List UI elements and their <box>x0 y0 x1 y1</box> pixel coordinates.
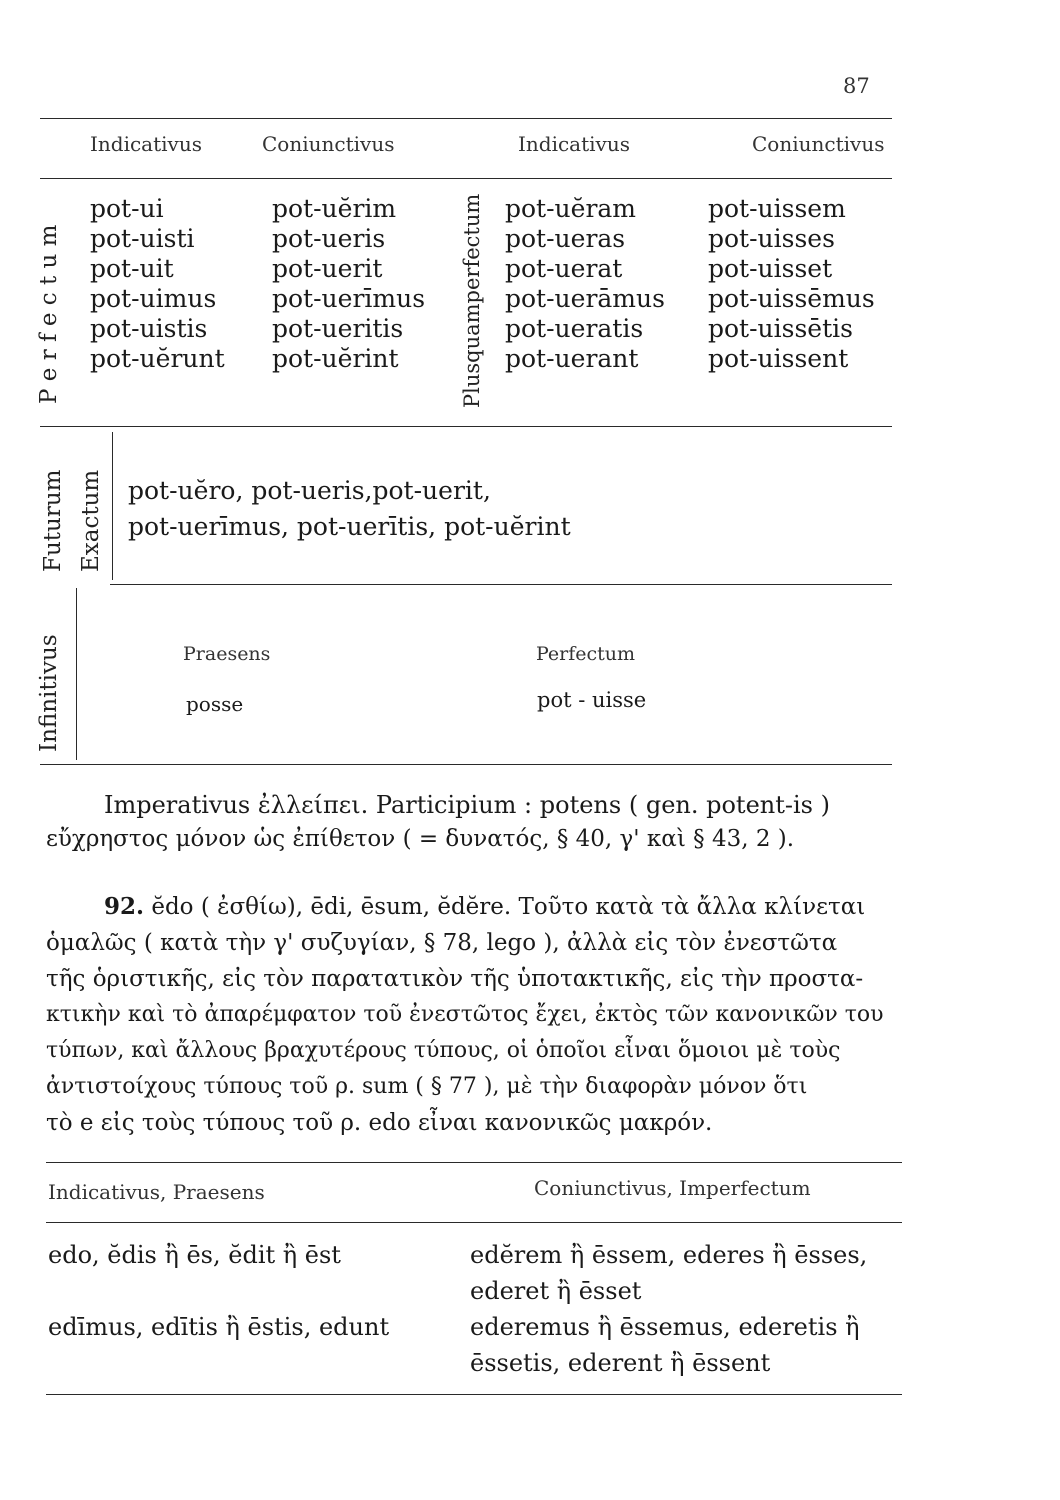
form-cell: pot-uistis <box>90 314 208 343</box>
form-cell: pot-uerāmus <box>505 284 665 313</box>
form-cell: pot-uissētis <box>708 314 853 343</box>
futurum-exactum-line-2: pot-uerīmus, pot-uerītis, pot-uĕrint <box>128 512 571 541</box>
praesens-value: posse <box>186 692 244 716</box>
form-cell: pot-uisset <box>708 254 833 283</box>
perfectum-coniunctivus-column <box>272 194 425 374</box>
form-cell: pot-ueris <box>272 224 386 253</box>
perfectum-infinitive-value: pot - uisse <box>537 688 647 712</box>
form-cell: pot-uisses <box>708 224 835 253</box>
table2-top-rule <box>46 1162 902 1163</box>
header-coniunctivus-1: Coniunctivus <box>262 132 395 156</box>
infinitivus-label: Infinitivus <box>36 634 62 752</box>
perfectum-section-rule <box>40 426 892 427</box>
table1-header-rule <box>40 178 892 179</box>
form-cell: pot-uisti <box>90 224 195 253</box>
form-cell: pot-ueras <box>505 224 626 253</box>
section-92-line-7: τὸ e εἰς τοὺς τύπους τοῦ ρ. edo εἶναι κανονικῶς μακρόν. <box>46 1110 713 1136</box>
perfectum-indicativus-column <box>90 194 225 374</box>
table2-right-line-3: ederemus ἢ ēssemus, ederetis ἢ <box>470 1313 860 1341</box>
perfectum-label: P e r f e c t u m <box>36 224 62 404</box>
form-cell: pot-ueratis <box>505 314 644 343</box>
form-cell: pot-uerant <box>505 344 639 373</box>
header-indicativus-1: Indicativus <box>90 132 202 156</box>
section-92-line-5: τύπων, καὶ ἄλλους βραχυτέρους τύπους, οἱ ὁποῖοι εἶναι ὅμοιοι μὲ τοὺς <box>46 1038 841 1063</box>
section-92-line-6: ἀντιστοίχους τύπους τοῦ ρ. sum ( § 77 ), μὲ τὴν διαφορὰν μόνον ὅτι <box>46 1074 808 1099</box>
futurum-vertical-rule <box>112 432 113 580</box>
table1-bottom-rule <box>40 764 892 765</box>
section-92-line-2: ὁμαλῶς ( κατὰ τὴν γ' συζυγίαν, § 78, lego ), ἀλλὰ εἰς τὸν ἐνεστῶτα <box>46 930 838 956</box>
form-cell: pot-uerat <box>505 254 623 283</box>
table2-header-rule <box>46 1222 902 1223</box>
section-92-line-3: τῆς ὁριστικῆς, εἰς τὸν παρατατικὸν τῆς ὑποτακτικῆς, εἰς τὴν προστα- <box>46 966 864 992</box>
futurum-exactum-line-1: pot-uĕro, pot-ueris,pot-uerit, <box>128 476 491 505</box>
table1-top-rule <box>40 118 892 119</box>
section-92-line-1 <box>104 892 865 922</box>
form-cell: pot-uĕrint <box>272 344 399 373</box>
perfectum-infinitive-label: Perfectum <box>536 643 636 665</box>
form-cell: pot-uerīmus <box>272 284 426 313</box>
form-cell: pot-uĕrunt <box>90 344 225 373</box>
form-cell: pot-uit <box>90 254 174 283</box>
form-cell: pot-uimus <box>90 284 217 313</box>
futurum-label: Futurum <box>40 469 66 572</box>
plusquamperfectum-coniunctivus-column <box>708 194 875 374</box>
table2-right-line-2: ederet ἢ ēsset <box>470 1277 642 1305</box>
form-cell: pot-uĕrim <box>272 194 397 223</box>
plusquamperfectum-label: Plusquamperfectum <box>460 193 484 408</box>
form-cell: pot-ui <box>90 194 164 223</box>
table2-bottom-rule <box>46 1394 902 1395</box>
table2-left-line-1: edo, ĕdis ἢ ēs, ĕdit ἢ ēst <box>48 1241 341 1269</box>
praesens-label: Praesens <box>183 643 271 665</box>
futurum-section-rule <box>110 584 892 585</box>
table2-left-line-2: edīmus, edītis ἢ ēstis, edunt <box>48 1313 390 1341</box>
infinitivus-left-rule <box>76 588 77 760</box>
header-coniunctivus-2: Coniunctivus <box>752 132 885 156</box>
table2-right-line-1: edĕrem ἢ ēssem, ederes ἢ ēsses, <box>470 1241 868 1269</box>
imperativus-line-1: Imperativus ἐλλείπει. Participium : potens ( gen. potent-is ) <box>104 791 830 819</box>
table2-header-right: Coniunctivus, Imperfectum <box>534 1176 811 1200</box>
page-number: 87 <box>843 74 870 98</box>
table2-right-line-4: ēssetis, ederent ἢ ēssent <box>470 1349 771 1377</box>
header-indicativus-2: Indicativus <box>518 132 630 156</box>
form-cell: pot-uissem <box>708 194 846 223</box>
section-number: 92. <box>104 893 145 920</box>
form-cell: pot-ueritis <box>272 314 404 343</box>
imperativus-line-2: εὔχρηστος μόνον ὡς ἐπίθετον ( = δυνατός, § 40, γ' καὶ § 43, 2 ). <box>46 826 795 852</box>
plusquamperfectum-indicativus-column <box>505 194 665 374</box>
form-cell: pot-uĕram <box>505 194 637 223</box>
exactum-label: Exactum <box>78 469 104 572</box>
form-cell: pot-uissēmus <box>708 284 875 313</box>
form-cell: pot-uerit <box>272 254 383 283</box>
form-cell: pot-uissent <box>708 344 849 373</box>
section-92-line-1-text: ĕdo ( ἐσθίω), ēdi, ēsum, ĕdĕre. Τοῦτο κατὰ τὰ ἄλλα κλίνεται <box>151 894 866 920</box>
section-92-line-4: κτικὴν καὶ τὸ ἀπαρέμφατον τοῦ ἐνεστῶτος ἔχει, ἐκτὸς τῶν κανονικῶν του <box>46 1002 884 1027</box>
table2-header-left: Indicativus, Praesens <box>48 1180 265 1204</box>
